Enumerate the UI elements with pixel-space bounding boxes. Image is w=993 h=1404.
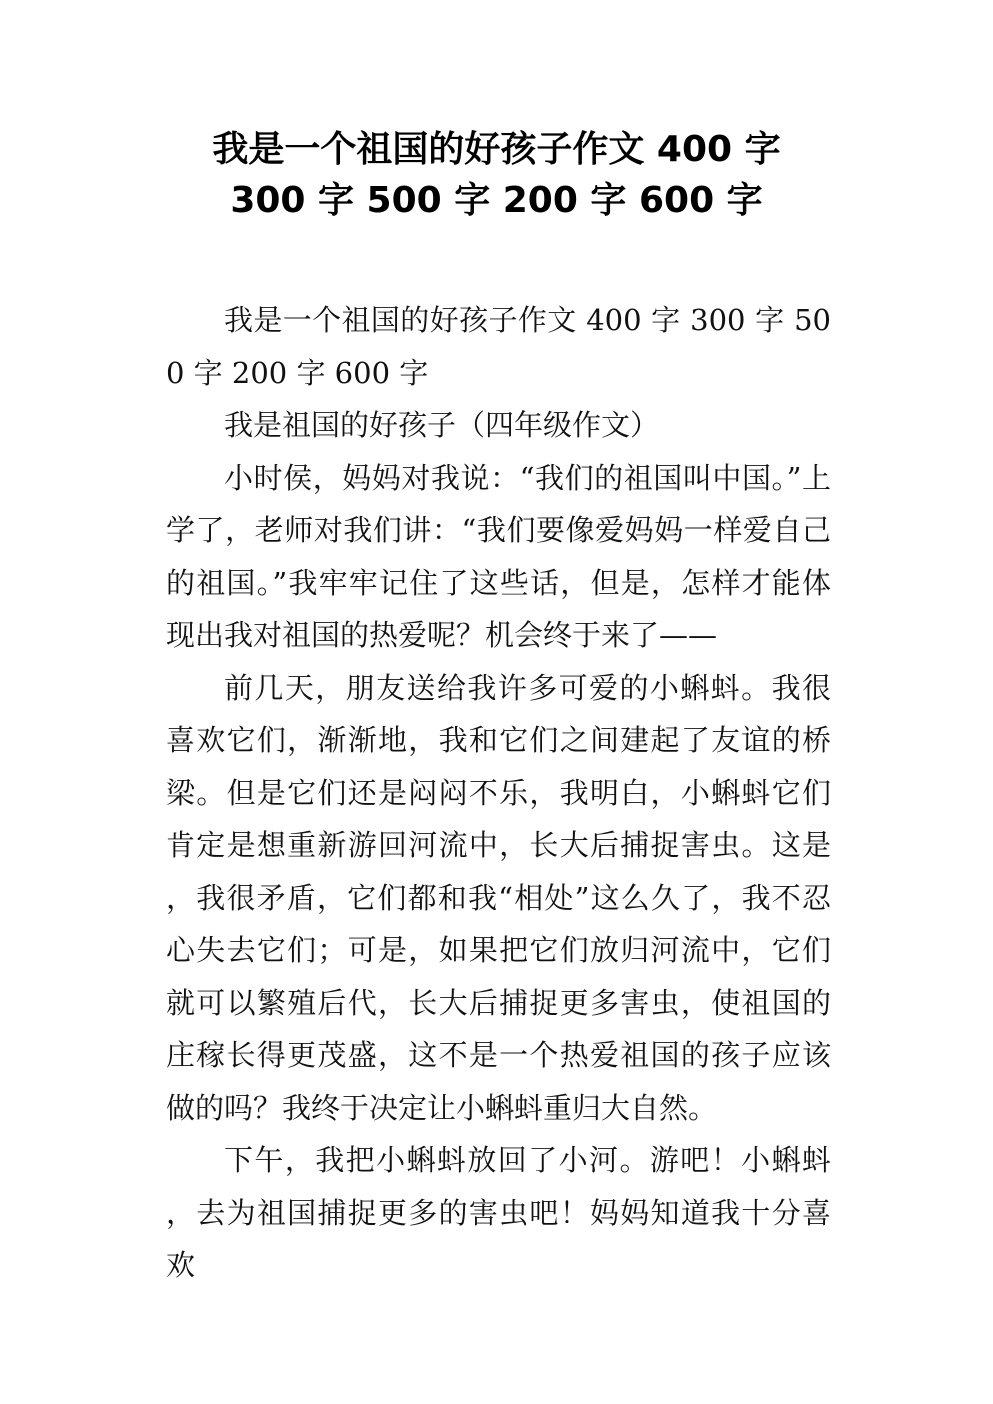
paragraph-2: 前几天，朋友送给我许多可爱的小蝌蚪。我很喜欢它们，渐渐地，我和它们之间建起了友谊的桥梁。但是它们还是闷闷不乐，我明白，小蝌蚪它们肯定是想重新游回河流中，长大后捕捉害虫。这是，我很矛盾，它们都和我“相处”这么久了，我不忍心失去它们；可是，如果把它们放归河流中，它们就可以繁殖后代，长大后捕捉更多害虫，使祖国的庄稼长得更茂盛，这不是一个热爱祖国的孩子应该做的吗？我终于决定让小蝌蚪重归大自然。: [166, 670, 831, 1125]
document-title-line-2: 300 字 500 字 200 字 600 字: [230, 180, 763, 221]
paragraph-1: 小时侯，妈妈对我说：“我们的祖国叫中国。”上学了，老师对我们讲：“我们要像爱妈妈一样爱自己的祖国。”我牢牢记住了这些话，但是，怎样才能体现出我对祖国的热爱呢？机会终于来了——: [166, 460, 831, 652]
document-body: [166, 294, 831, 1292]
paragraph-subtitle: 我是祖国的好孩子（四年级作文）: [224, 408, 660, 442]
document-title-line-1: 我是一个祖国的好孩子作文 400 字: [212, 129, 781, 170]
paragraph-heading-repeat: 我是一个祖国的好孩子作文 400 字 300 字 500 字 200 字 600 字: [166, 303, 831, 390]
paragraph-3: 下午，我把小蝌蚪放回了小河。游吧！小蝌蚪，去为祖国捕捉更多的害虫吧！妈妈知道我十分喜欢: [166, 1143, 831, 1282]
